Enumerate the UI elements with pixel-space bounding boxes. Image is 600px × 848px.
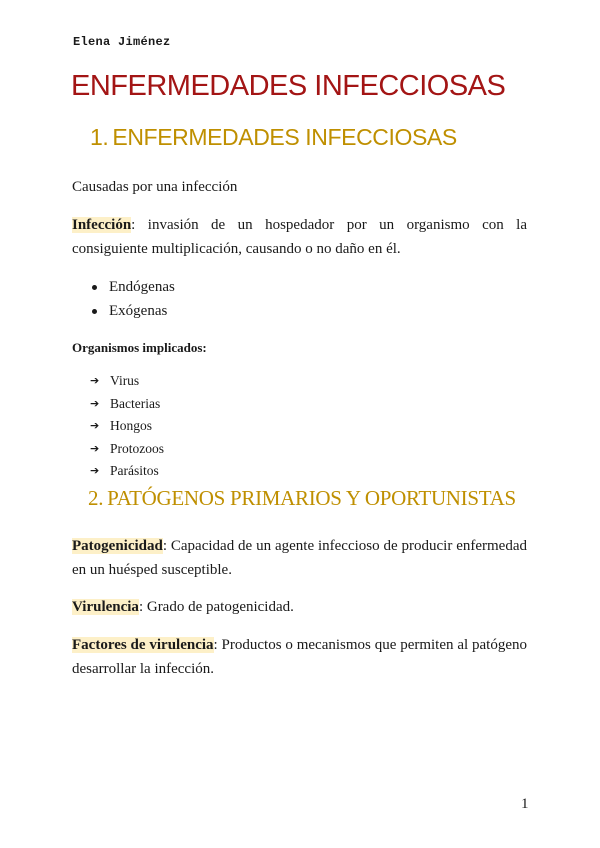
section-1-title: ENFERMEDADES INFECCIOSAS [112, 124, 457, 150]
list-item-label: Protozoos [110, 440, 164, 456]
patogenicidad-definition [72, 534, 527, 582]
author-header: Elena Jiménez [73, 35, 171, 49]
right-arrow-icon: ➔ [90, 419, 100, 433]
page-number: 1 [521, 796, 529, 812]
factores-definition [72, 633, 527, 681]
section-2-heading [88, 486, 516, 511]
definition-term: Virulencia [72, 599, 139, 615]
list-item-label: Endógenas [109, 279, 175, 295]
infeccion-term: Infección [72, 217, 132, 233]
list-item [90, 438, 164, 461]
section-2-title: PATÓGENOS PRIMARIOS Y OPORTUNISTAS [107, 486, 516, 510]
organisms-heading: Organismos implicados: [72, 340, 207, 355]
definition-text: : Grado de patogenicidad. [138, 599, 294, 615]
infeccion-text: : invasión de un hospedador por un organismo con la consiguiente multiplicación, causando o no daño en él. [72, 217, 527, 257]
list-item [90, 299, 175, 323]
infeccion-definition [72, 213, 527, 261]
list-item-label: Hongos [110, 418, 153, 434]
list-item-label: Virus [110, 373, 140, 388]
page-title: ENFERMEDADES INFECCIOSAS [71, 70, 506, 102]
right-arrow-icon: ➔ [90, 374, 100, 387]
definition-text: : Capacidad de un agente infeccioso de producir enfermedad en un huésped susceptible. [72, 538, 527, 578]
infection-type-list [90, 275, 175, 323]
list-item-label: Exógenas [109, 303, 168, 319]
definition-term: Patogenicidad [72, 538, 163, 554]
section-1-number: 1. [90, 124, 109, 150]
intro-paragraph: Causadas por una infección [72, 179, 238, 195]
definition-text: : Productos o mecanismos que permiten al patógeno desarrollar la infección. [72, 637, 527, 677]
right-arrow-icon: ➔ [90, 464, 100, 478]
list-item [90, 275, 175, 299]
list-item [90, 370, 164, 393]
virulencia-definition [72, 595, 527, 619]
right-arrow-icon: ➔ [90, 396, 100, 410]
list-item-label: Parásitos [110, 463, 159, 479]
right-arrow-icon: ➔ [90, 441, 100, 455]
section-2-number: 2. [88, 486, 104, 510]
list-item [90, 393, 164, 416]
organism-list [90, 370, 164, 483]
definition-term: Factores de virulencia [72, 637, 214, 653]
list-item [90, 460, 164, 483]
section-1-heading [90, 124, 457, 151]
list-item-label: Bacterias [110, 395, 161, 411]
list-item [90, 415, 164, 438]
